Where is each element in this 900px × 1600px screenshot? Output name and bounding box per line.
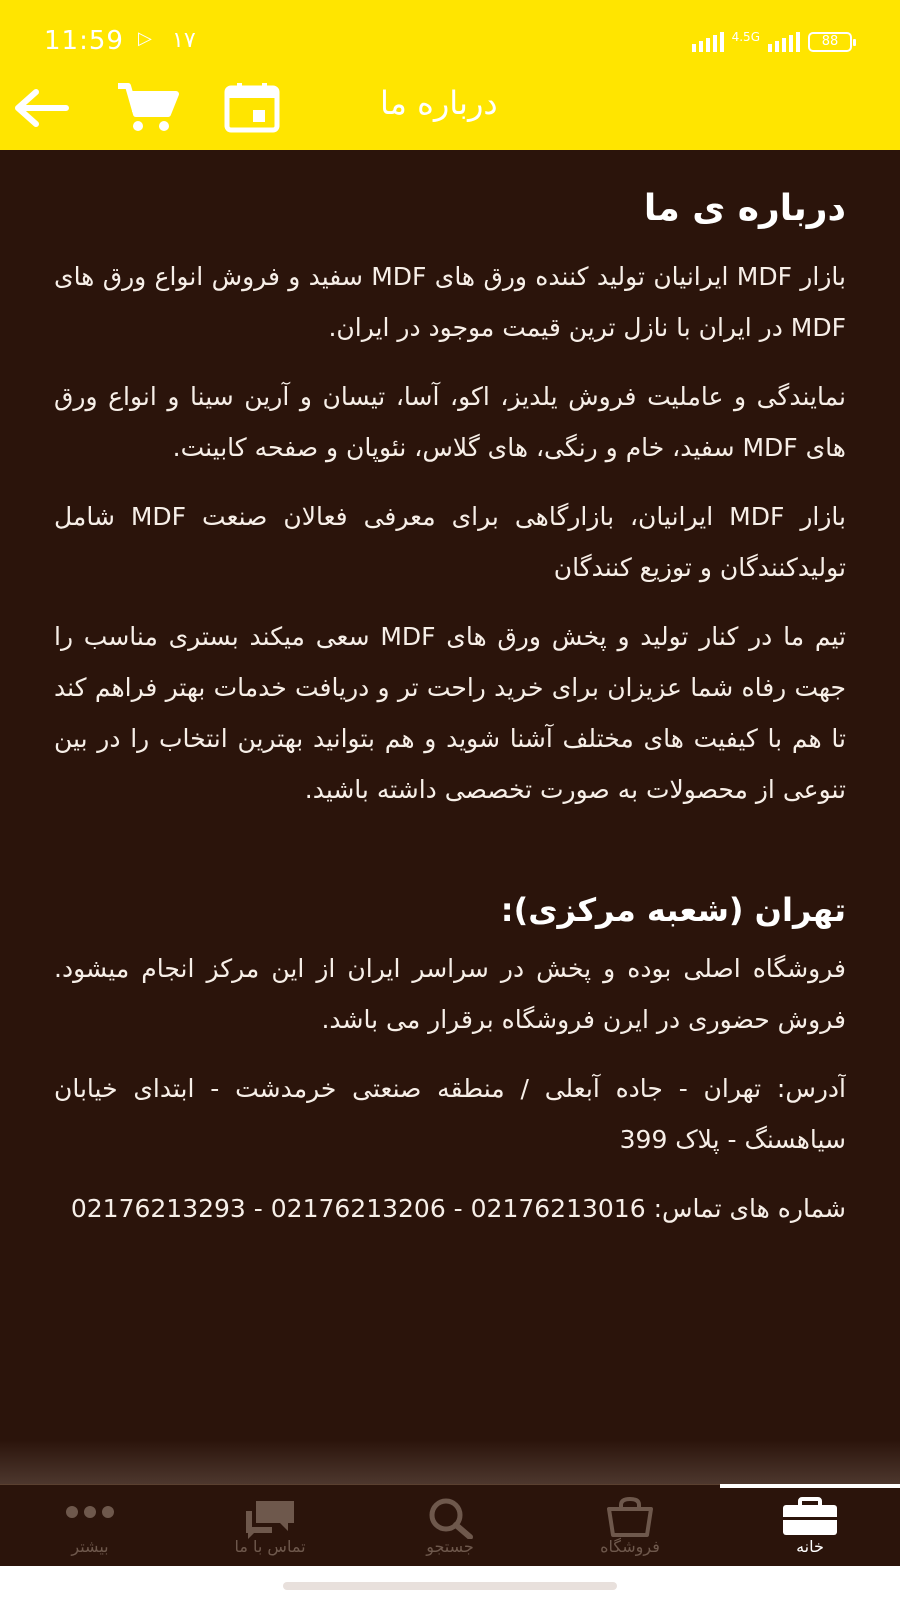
about-content (54, 170, 846, 1470)
about-paragraph-1: بازار MDF ایرانیان تولید کننده ورق های MDF سفید و فروش انواع ورق های MDF در ایران با نازل ترین قیمت موجود در ایران. (54, 262, 846, 342)
nav-home-label: خانه (796, 1537, 824, 1556)
notification-count: ۱۷ (172, 28, 196, 53)
signal-icon (692, 30, 724, 52)
bottom-nav (0, 1484, 900, 1567)
nav-more[interactable] (0, 1485, 180, 1567)
branch-phones: شماره های تماس: 02176213016 - 02176213206 - 02176213293 (70, 1194, 846, 1223)
search-icon (426, 1497, 474, 1539)
about-paragraph-2: نمایندگی و عاملیت فروش یلدیز، اکو، آسا، تیسان و آرین سینا و انواع ورق های MDF سفید، خام و رنگی، های گلاس، نئوپان و صفحه کابینت. (54, 382, 846, 462)
back-button[interactable] (10, 80, 74, 136)
cart-icon (116, 82, 180, 134)
play-icon: ▷ (138, 28, 152, 49)
more-icon (63, 1497, 117, 1527)
about-paragraph-3: بازار MDF ایرانیان، بازارگاهی برای معرفی فعالان صنعت MDF شامل تولیدکنندگان و توزیع کنندگان (54, 502, 846, 582)
about-heading: درباره ی ما (643, 188, 846, 229)
shopping-bag-icon (605, 1497, 655, 1537)
signal-icon-2 (768, 30, 800, 52)
status-time: 11:59 (44, 26, 124, 56)
active-tab-indicator (720, 1484, 900, 1488)
branch-description: فروشگاه اصلی بوده و پخش در سراسر ایران از این مرکز انجام میشود. فروش حضوری در ایرن فروشگاه برقرار می باشد. (54, 954, 846, 1034)
nav-search-label: جستجو (426, 1537, 474, 1556)
nav-contact[interactable] (180, 1485, 360, 1567)
nav-more-label: بیشتر (71, 1537, 109, 1556)
arrow-left-icon (14, 88, 70, 128)
chat-icon (242, 1497, 298, 1539)
calendar-icon (223, 82, 281, 134)
home-indicator[interactable] (283, 1582, 617, 1590)
nav-store[interactable] (540, 1485, 720, 1567)
nav-search[interactable] (360, 1485, 540, 1567)
nav-home[interactable] (720, 1485, 900, 1567)
nav-store-label: فروشگاه (600, 1537, 660, 1556)
cart-button[interactable] (116, 80, 180, 136)
status-indicators (692, 30, 852, 52)
nav-contact-label: تماس با ما (234, 1537, 306, 1556)
branch-heading: تهران (شعبه مرکزی): (500, 891, 846, 929)
battery-icon: 88 (808, 32, 852, 52)
page-title: درباره ما (380, 84, 498, 122)
branch-address: آدرس: تهران - جاده آبعلی / منطقه صنعتی خرمدشت - ابتدای خیابان سیاهسنگ - پلاک 399 (54, 1074, 846, 1154)
app-bar (0, 66, 900, 150)
about-paragraph-4: تیم ما در کنار تولید و پخش ورق های MDF سعی میکند بستری مناسب را جهت رفاه شما عزیزان برای خرید راحت تر و دریافت خدمات بهتر فراهم کند تا هم با کیفیت های مختلف آشنا شوید و هم بتوانید بهترین انتخاب را در بین تنوعی از محصولات به صورت تخصصی داشته باشید. (54, 622, 846, 804)
briefcase-icon (781, 1497, 839, 1537)
scroll-fade (0, 1440, 900, 1484)
calendar-button[interactable] (220, 80, 284, 136)
network-type: 4.5G (731, 30, 760, 44)
